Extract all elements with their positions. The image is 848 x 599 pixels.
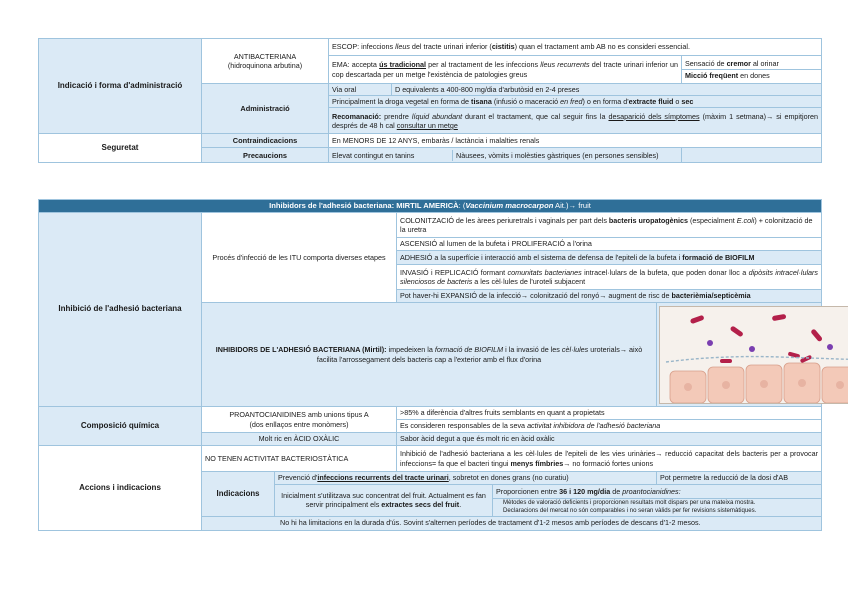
contraindicacions-label: Contraindicacions xyxy=(202,134,329,148)
antibacteriana-label: ANTIBACTERIANA (hidroquinona arbutina) xyxy=(202,39,329,84)
precaucions-empty xyxy=(682,148,822,163)
ema-text: EMA: accepta ús tradicional per al tractament de les infeccions lleus recurrents del tracte urinari inferior un cop descartada per un metge l'existència de patologies greus xyxy=(329,56,682,84)
administration-table xyxy=(38,38,822,163)
proces-label: Procés d'infecció de les ITU comporta diverses etapes xyxy=(202,213,397,303)
dosi-text: D equivalents a 400-800 mg/dia d'arbutòsid en 2-4 preses xyxy=(392,84,822,96)
precaucions-nausees: Nàusees, vòmits i molèsties gàstriques (en persones sensibles) xyxy=(456,150,659,160)
figure-cell xyxy=(657,303,822,407)
inicialment-text: Inicialment s'utilitzava suc concentrat del fruit. Actualment es fan servir principalment els extractes secs del fruit. xyxy=(275,485,493,517)
valoracio-notes xyxy=(493,499,822,517)
inhibicio-adhesio-text: Inhibició de l'adhesió bacteriana a les cèl·lules de l'epiteli de les vies urinàries→ reducció capacitat dels bacteris per a provocar infeccions= fa que el bacteri tingui menys fímbries→ no formació fortes unions xyxy=(397,446,822,472)
section-title-accions: Accions i indicacions xyxy=(39,446,202,531)
proanto-responsables: Es consideren responsables de la seva activitat inhibidora de l'adhesió bacteriana xyxy=(397,420,822,433)
mirtil-table xyxy=(38,199,822,531)
miccio-text: Micció freqüent en dones xyxy=(685,71,770,80)
mirtil-header: Inhibidors de l'adhesió bacteriana: MIRTIL AMERICÀ: (Vaccinium macrocarpon Ait.)→ fruit xyxy=(39,200,822,213)
acid-oxalic-label: Molt ric en ÀCID OXÀLIC xyxy=(202,433,397,446)
indicacions-label: Indicacions xyxy=(202,472,275,517)
inhibidors-text: INHIBIDORS DE L'ADHESIÓ BACTERIANA (Mirtil): impedeixen la formació de BIOFILM i la invasió de les cèl·lules uroterials→ això facilita l'arrossegament dels bacteris cap a l'exterior amb el flux d'orina xyxy=(202,303,657,407)
symptoms-cell xyxy=(682,56,822,84)
via-oral: Via oral xyxy=(329,84,392,96)
sensacio-text: Sensació de cremor al orinar xyxy=(682,58,821,70)
section-title-composicio: Composició química xyxy=(39,407,202,446)
proantocianidines-label: PROANTOCIANIDINES amb unions tipus A (dos enllaços entre monòmers) xyxy=(202,407,397,433)
etapa-expansio: Pot haver-hi EXPANSIÓ de la infecció→ colonització del ronyó→ augment de risc de bacterièmia/septicèmia xyxy=(397,290,822,303)
etapa-colonitzacio: COLONITZACIÓ de les àrees periuretrals i vaginals per part dels bacteris uropatogènics (especialment E.coli) + colonització de la uretra xyxy=(397,213,822,238)
bladder-illustration xyxy=(659,306,848,404)
precaucions-cell xyxy=(329,148,682,163)
etapa-adhesio: ADHESIÓ a la superfície i interacció amb el sistema de defensa de l'epiteli de la bufeta i formació de BIOFILM xyxy=(397,251,822,265)
section-title-inhibicio: Inhibició de l'adhesió bacteriana xyxy=(39,213,202,407)
section-title-seguretat: Seguretat xyxy=(39,134,202,163)
declaracions-note: Declaracions del mercat no són comparables i no seran vàlids per fer revisions sistemàtiques. xyxy=(503,506,757,514)
no-bacteriostatica: NO TENEN ACTIVITAT BACTERIOSTÀTICA xyxy=(202,446,397,472)
section-title-indicacio: Indicació i forma d'administració xyxy=(39,39,202,134)
etapa-invasio: INVASIÓ i REPLICACIÓ formant comunitats bacterianes intracel·lulars de la bufeta, que poden donar lloc a dipòsits intracel·lulars silenciosos de bacteris a les cèl·lules de l'uroteli subjacent xyxy=(397,265,822,290)
prevencio-text: Prevenció d'infeccions recurrents del tracte urinari, sobretot en dones grans (no curatiu) xyxy=(275,472,657,485)
recomanacio-text: Recomanació: prendre líquid abundant durant el tractament, que cal seguir fins la desaparició dels símptomes (màxim 1 setmana)→ si empitjoren després de 48 h cal consultar un metge xyxy=(329,108,822,134)
contraindicacions-text: En MENORS DE 12 ANYS, embaràs / lactància i malalties renals xyxy=(329,134,822,148)
sabor-acid: Sabor àcid degut a que és molt ric en àcid oxàlic xyxy=(397,433,822,446)
escop-text: ESCOP: infeccions lleus del tracte urinari inferior (cistitis) quan el tractament amb AB no es consideri essencial. xyxy=(329,39,822,56)
reduccio-dosi: Pot permetre la reducció de la dosi d'AB xyxy=(657,472,822,485)
metodes-note: Mètodes de valoració deficients i proporcionen resultats molt dispars per una mateixa mostra. xyxy=(503,499,756,506)
principal-text: Principalment la droga vegetal en forma de tisana (infusió o maceració en fred) o en forma d'extracte fluid o sec xyxy=(329,96,822,108)
proporcions-text: Proporcionen entre 36 i 120 mg/dia de proantocianidines: xyxy=(493,485,822,499)
proanto-85: >85% a diferència d'altres fruits semblants en quant a propietats xyxy=(397,407,822,420)
precaucions-label: Precaucions xyxy=(202,148,329,163)
bacteria-adhesion-drawing xyxy=(660,307,848,404)
administracio-label: Administració xyxy=(202,84,329,134)
precaucions-tanins: Elevat contingut en tanins xyxy=(329,150,453,161)
durada-text: No hi ha limitacions en la durada d'ús. Sovint s'alternen períodes de tractament d'1-2 mesos amb períodes de descans d'1-2 mesos. xyxy=(202,516,822,530)
etapa-ascensio: ASCENSIÓ al lumen de la bufeta i PROLIFERACIÓ a l'orina xyxy=(397,238,822,251)
